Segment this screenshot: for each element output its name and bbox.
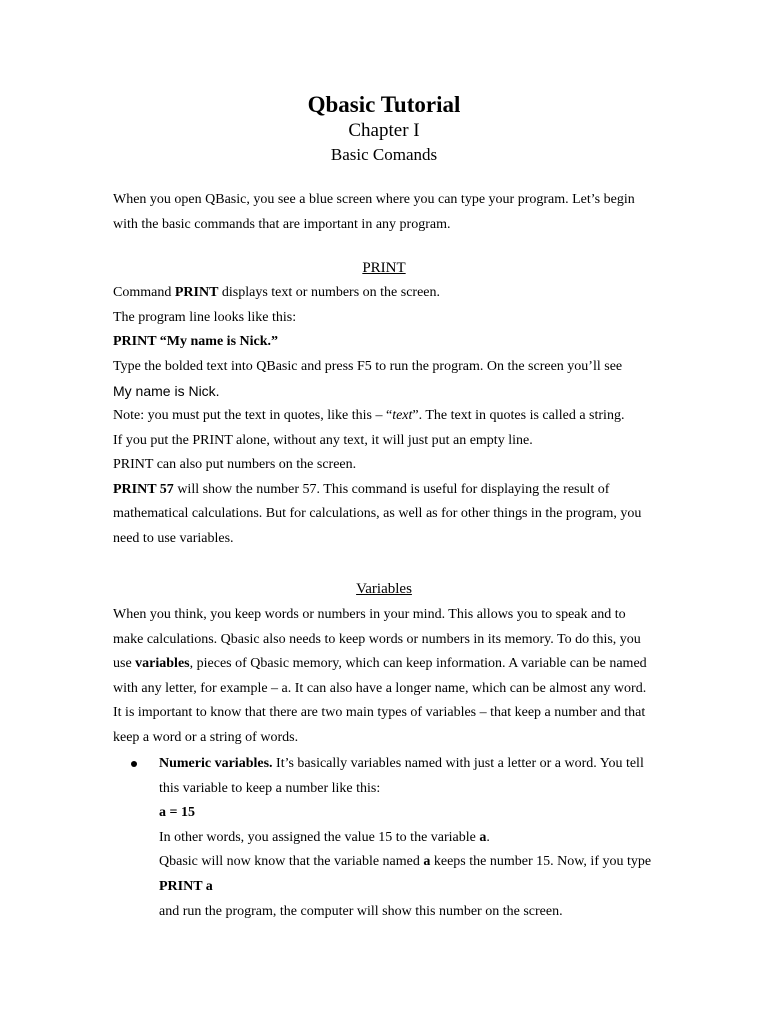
paragraph-line: with any letter, for example – a. It can also have a longer name, which can be almost any word. <box>113 680 647 696</box>
document-title: Qbasic Tutorial <box>307 92 461 117</box>
paragraph-line: When you think, you keep words or numbers in your mind. This allows you to speak and to <box>113 607 626 622</box>
print-section-body <box>113 281 673 552</box>
intro-line: When you open QBasic, you see a blue screen where you can type your program. Let’s begin <box>113 192 635 207</box>
bullet-icon <box>131 761 137 767</box>
intro-line: with the basic commands that are important in any program. <box>113 216 451 232</box>
paragraph-line: use variables, pieces of Qbasic memory, which can keep information. A variable can be named <box>113 656 647 672</box>
list-item <box>113 752 673 777</box>
paragraph-line: this variable to keep a number like this: <box>159 780 381 796</box>
paragraph-line: and run the program, the computer will show this number on the screen. <box>159 903 563 919</box>
paragraph-line: It is important to know that there are two main types of variables – that keep a number and that <box>113 705 646 721</box>
code-example: a = 15 <box>159 805 195 821</box>
variables-section-body <box>113 603 673 751</box>
paragraph-line: mathematical calculations. But for calculations, as well as for other things in the program, you <box>113 506 642 522</box>
paragraph-line: Command PRINT displays text or numbers on the screen. <box>113 285 441 300</box>
chapter-subtitle: Basic Comands <box>330 145 438 164</box>
paragraph-line: Note: you must put the text in quotes, like this – “text”. The text in quotes is called a string. <box>113 407 625 423</box>
paragraph-line: In other words, you assigned the value 15 to the variable a. <box>159 829 490 845</box>
paragraph-line: PRINT can also put numbers on the screen. <box>113 457 357 473</box>
paragraph-line: PRINT 57 will show the number 57. This command is useful for displaying the result of <box>113 481 610 497</box>
paragraph-line: The program line looks like this: <box>113 309 297 325</box>
paragraph-line: Type the bolded text into QBasic and press F5 to run the program. On the screen you’ll see <box>113 358 623 374</box>
screen-output-example: My name is Nick. <box>113 383 220 400</box>
paragraph-line: need to use variables. <box>113 530 234 546</box>
paragraph-line: Numeric variables. It’s basically variables named with just a letter or a word. You tell <box>159 756 644 771</box>
variables-section-heading: Variables <box>356 581 412 597</box>
chapter-heading: Chapter I <box>348 120 420 141</box>
numeric-variables-bullet <box>113 752 673 924</box>
intro-paragraph <box>113 188 673 237</box>
paragraph-line: Qbasic will now know that the variable named a keeps the number 15. Now, if you type <box>159 854 652 870</box>
paragraph-line: make calculations. Qbasic also needs to keep words or numbers in its memory. To do this, you <box>113 631 641 647</box>
code-example: PRINT a <box>159 878 213 894</box>
paragraph-line: If you put the PRINT alone, without any text, it will just put an empty line. <box>113 432 533 448</box>
code-example: PRINT “My name is Nick.” <box>113 334 279 350</box>
paragraph-line: keep a word or a string of words. <box>113 729 299 745</box>
print-section-heading: PRINT <box>362 260 406 276</box>
